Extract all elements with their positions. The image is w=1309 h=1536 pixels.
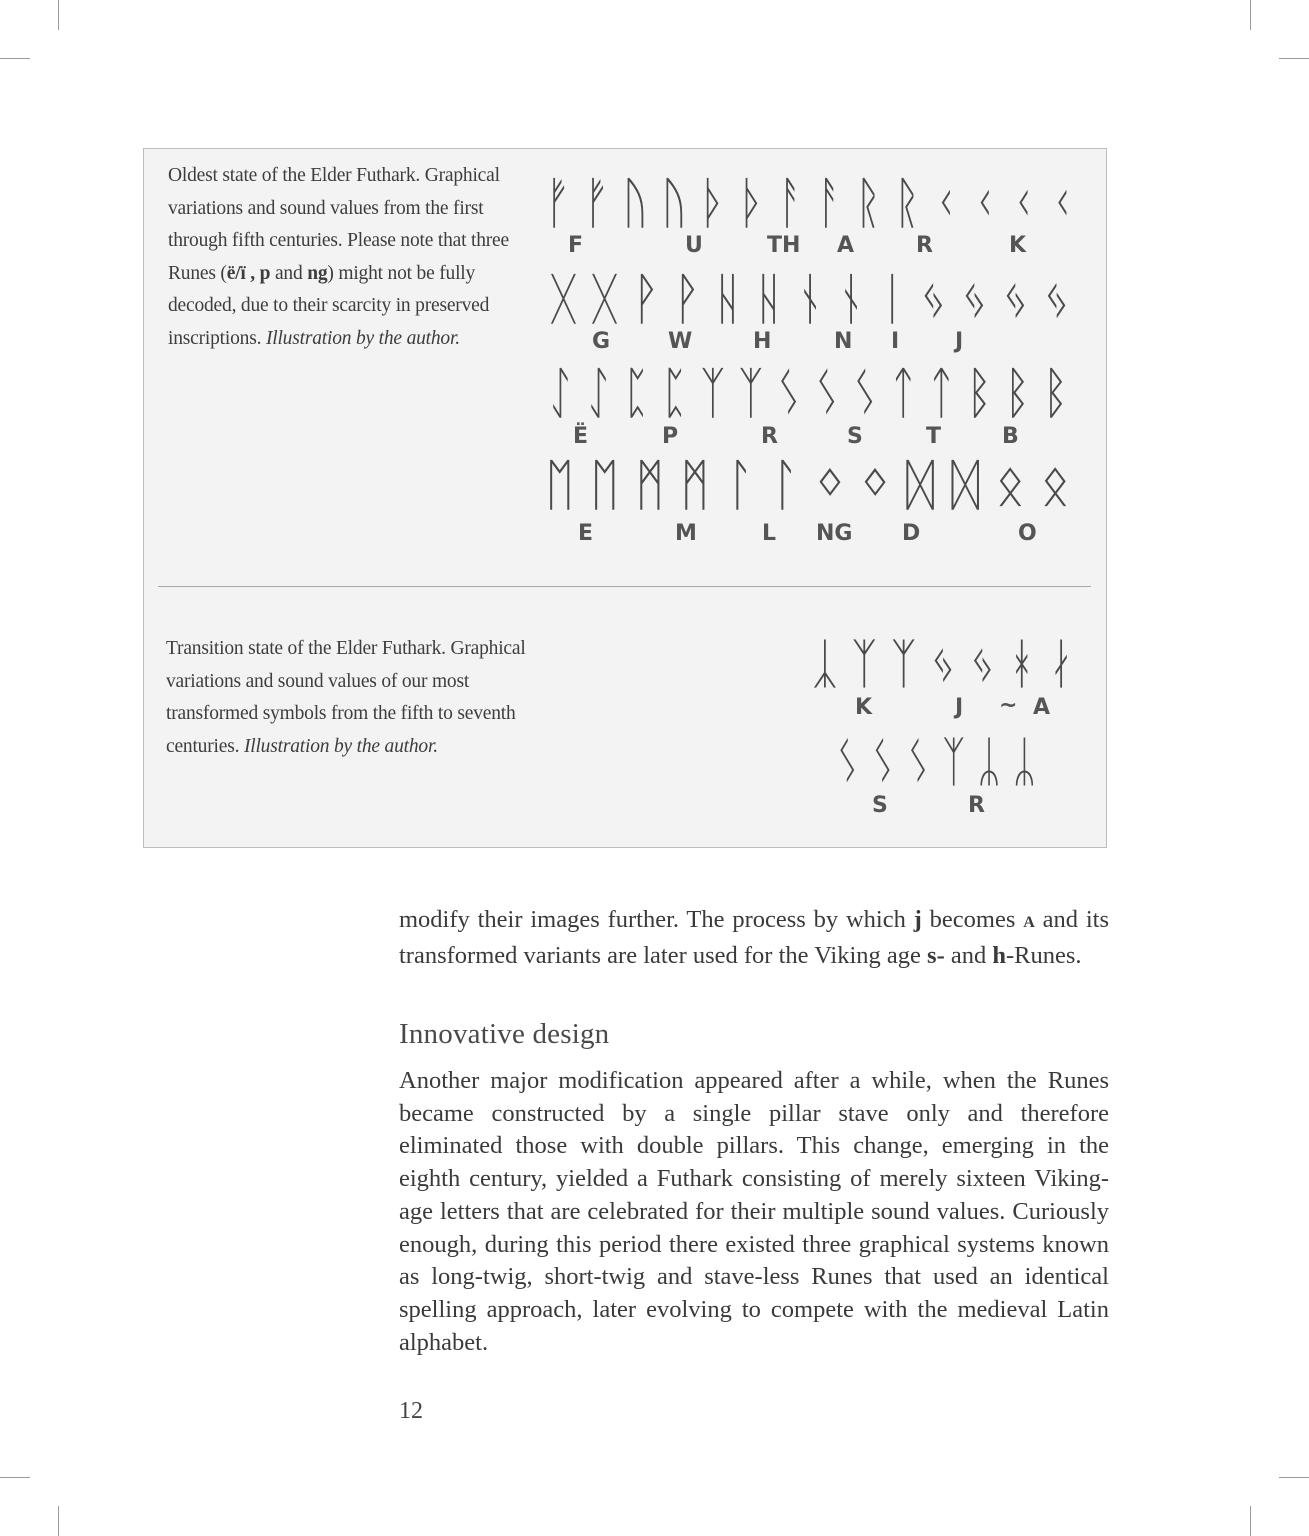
rune-label: N <box>834 329 853 354</box>
crop-mark <box>58 1506 59 1536</box>
rune-label: K <box>855 695 873 720</box>
rune-label: K <box>1009 233 1027 258</box>
rune-label: TH <box>767 233 801 258</box>
rune-label: O <box>1018 521 1037 546</box>
rune-glyphs: ᚷ ᚷ ᚹ ᚹ ᚺ ᚺ ᚾ ᚾ ᛁ ᛃ ᛃ ᛃ ᛃ <box>550 267 1070 332</box>
rune-label: J <box>955 695 964 720</box>
rune-label: A <box>1033 695 1051 720</box>
rune-label: W <box>668 329 693 354</box>
rune-label: I <box>891 329 900 354</box>
rune-glyphs: ᛣ ᛉ ᛉ ᛃ ᛃ ᚼ ᛅ <box>812 632 1074 695</box>
figure-top-caption: Oldest state of the Elder Futhark. Graphical variations and sound values from the first through fifth centuries. Please note that three Runes (ë/ï , p and ng) might not be fully decoded, due to their scarcity in preserved inscriptions. Illustration by the author. <box>168 165 509 349</box>
rune-label: B <box>1002 424 1019 449</box>
rune-label: ~ <box>999 693 1018 718</box>
rune-label: J <box>955 329 964 354</box>
rune-row-transition-1 <box>812 632 1074 720</box>
body-paragraph-2: Another major modification appeared after a while, when the Runes became constructed by a single pillar stave only and therefore eliminated those with double pillars. This change, emerging in the eighth century, yielded a Futhark consisting of merely sixteen Viking-age letters that are celebrated for their multiple sound values. Curiously enough, during this period there existed three graphical systems known as long-twig, short-twig and stave-less Runes that used an identical spelling approach, later evolving to compete with the medieval Latin alphabet. <box>399 1067 1109 1356</box>
rune-label: P <box>662 424 679 449</box>
rune-row-4 <box>545 453 1070 546</box>
rune-label: M <box>675 521 697 546</box>
rune-row-1 <box>545 171 1075 258</box>
rune-glyphs: ᛖ ᛖ ᛗ ᛗ ᛚ ᛚ ᛜ ᛜ ᛞ ᛞ ᛟ ᛟ <box>545 453 1070 518</box>
rune-label: F <box>568 233 584 258</box>
crop-mark <box>0 58 30 59</box>
rune-row-3 <box>548 361 1068 449</box>
rune-label: R <box>916 233 933 258</box>
rune-glyphs: ᚠ ᚠ ᚢ ᚢ ᚦ ᚦ ᚨ ᚨ ᚱ ᚱ ᚲ ᚲ ᚲ ᚲ <box>545 171 1075 236</box>
rune-label: R <box>968 793 985 818</box>
rune-label: H <box>753 329 772 354</box>
crop-mark <box>58 0 59 30</box>
rune-label: T <box>926 424 942 449</box>
rune-row-transition-2 <box>836 730 1036 818</box>
section-heading: Innovative design <box>399 1018 610 1050</box>
rune-label: U <box>685 233 703 258</box>
rune-label: NG <box>816 521 853 546</box>
rune-label: D <box>902 521 921 546</box>
crop-mark <box>1279 58 1309 59</box>
elder-futhark-oldest-chart <box>540 160 1090 550</box>
rune-glyphs: ᛇ ᛇ ᛈ ᛈ ᛉ ᛉ ᛊ ᛊ ᛊ ᛏ ᛏ ᛒ ᛒ ᛒ <box>548 361 1068 426</box>
rune-label: E <box>578 521 594 546</box>
page-number: 12 <box>399 1398 423 1424</box>
rune-label: R <box>761 424 778 449</box>
rune-label: L <box>762 521 777 546</box>
crop-mark <box>1279 1477 1309 1478</box>
rune-glyphs: ᛊ ᛊ ᛊ ᛉ ᛦ ᛦ <box>836 730 1036 793</box>
rune-row-2 <box>550 267 1070 354</box>
rune-label: G <box>592 329 611 354</box>
body-paragraph-1: modify their images further. The process by which j becomes A and its transformed variants are later used for the Viking age s- and h-Runes. <box>399 906 1109 969</box>
crop-mark <box>1250 0 1251 30</box>
crop-mark <box>1250 1506 1251 1536</box>
rune-label: S <box>872 793 888 818</box>
rune-label: S <box>847 424 863 449</box>
figure-divider <box>158 586 1091 587</box>
crop-mark <box>0 1477 30 1478</box>
elder-futhark-transition-chart <box>800 620 1090 820</box>
rune-label: A <box>837 233 855 258</box>
figure-bottom-caption: Transition state of the Elder Futhark. Graphical variations and sound values of our most transformed symbols from the fifth to seventh centuries. Illustration by the author. <box>166 638 526 757</box>
rune-label: Ë <box>573 424 589 449</box>
